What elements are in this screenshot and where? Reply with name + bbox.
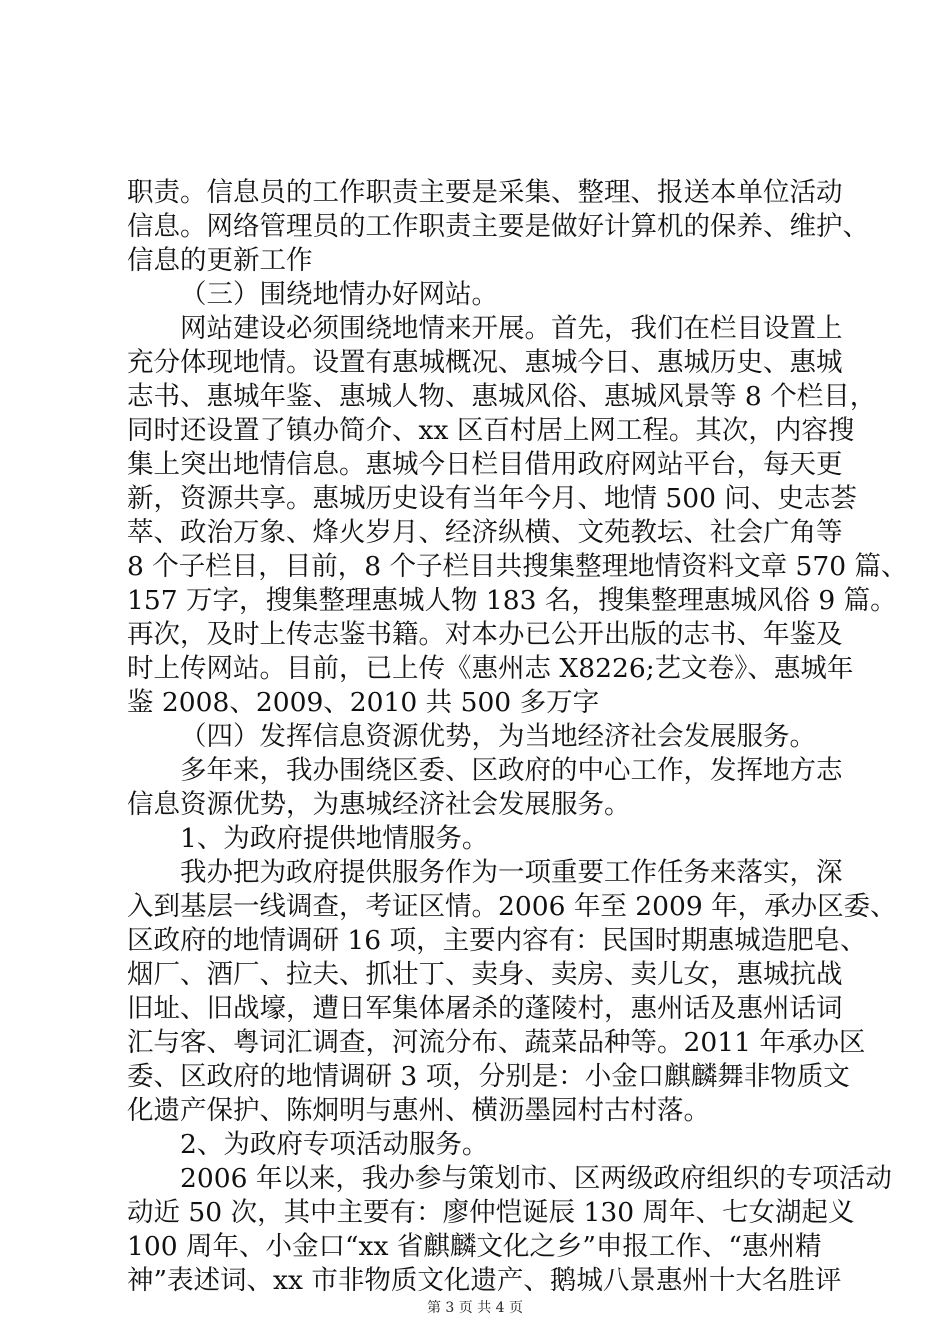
section-heading-4: （四）发挥信息资源优势，为当地经济社会发展服务。 bbox=[180, 721, 816, 752]
text-line: 鉴 2008、2009、2010 共 500 多万字 bbox=[127, 687, 600, 718]
text-line: 充分体现地情。设置有惠城概况、惠城今日、惠城历史、惠城 bbox=[127, 347, 843, 378]
text-line: 网站建设必须围绕地情来开展。首先，我们在栏目设置上 bbox=[180, 313, 843, 344]
text-line: 化遗产保护、陈炯明与惠州、横沥墨园村古村落。 bbox=[127, 1095, 710, 1126]
text-line: 时上传网站。目前，已上传《惠州志 X8226;艺文卷》、惠城年 bbox=[127, 653, 854, 684]
text-line: 职责。信息员的工作职责主要是采集、整理、报送本单位活动 bbox=[127, 177, 843, 208]
text-line: 汇与客、粤词汇调查，河流分布、蔬菜品种等。2011 年承办区 bbox=[127, 1027, 866, 1058]
text-line: 动近 50 次，其中主要有：廖仲恺诞辰 130 周年、七女湖起义 bbox=[127, 1197, 855, 1228]
text-line: 8 个子栏目，目前，8 个子栏目共搜集整理地情资料文章 570 篇、 bbox=[127, 551, 908, 582]
text-line: 信息的更新工作 bbox=[127, 245, 313, 276]
section-heading-3: （三）围绕地情办好网站。 bbox=[180, 279, 498, 310]
text-line: 157 万字，搜集整理惠城人物 183 名，搜集整理惠城风俗 9 篇。 bbox=[127, 585, 897, 616]
text-line: 信息资源优势，为惠城经济社会发展服务。 bbox=[127, 789, 631, 820]
text-line: 2006 年以来，我办参与策划市、区两级政府组织的专项活动 bbox=[180, 1163, 892, 1194]
text-line: 我办把为政府提供服务作为一项重要工作任务来落实，深 bbox=[180, 857, 843, 888]
text-line: 再次，及时上传志鉴书籍。对本办已公开出版的志书、年鉴及 bbox=[127, 619, 843, 650]
text-line: 集上突出地情信息。惠城今日栏目借用政府网站平台，每天更 bbox=[127, 449, 843, 480]
text-line: 信息。网络管理员的工作职责主要是做好计算机的保养、维护、 bbox=[127, 211, 869, 242]
text-line: 100 周年、小金口“xx 省麒麟文化之乡”申报工作、“惠州精 bbox=[127, 1231, 822, 1262]
text-line: 志书、惠城年鉴、惠城人物、惠城风俗、惠城风景等 8 个栏目， bbox=[127, 381, 877, 412]
subsection-heading-2: 2、为政府专项活动服务。 bbox=[180, 1129, 489, 1160]
text-line: 委、区政府的地情调研 3 项，分别是：小金口麒麟舞非物质文 bbox=[127, 1061, 850, 1092]
page-number-footer: 第 3 页 共 4 页 bbox=[426, 1300, 524, 1316]
text-line: 入到基层一线调查，考证区情。2006 年至 2009 年，承办区委、 bbox=[127, 891, 897, 922]
text-line: 烟厂、酒厂、拉夫、抓壮丁、卖身、卖房、卖儿女，惠城抗战 bbox=[127, 959, 843, 990]
text-line: 神”表述词、xx 市非物质文化遗产、鹅城八景惠州十大名胜评 bbox=[127, 1265, 842, 1296]
text-line: 同时还设置了镇办简介、xx 区百村居上网工程。其次，内容搜 bbox=[127, 415, 855, 446]
text-line: 旧址、旧战壕，遭日军集体屠杀的蓬陵村，惠州话及惠州话词 bbox=[127, 993, 843, 1024]
text-line: 新，资源共享。惠城历史设有当年今月、地情 500 问、史志荟 bbox=[127, 483, 857, 514]
text-line: 区政府的地情调研 16 项，主要内容有：民国时期惠城造肥皂、 bbox=[127, 925, 867, 956]
text-line: 萃、政治万象、烽火岁月、经济纵横、文苑教坛、社会广角等 bbox=[127, 517, 843, 548]
subsection-heading-1: 1、为政府提供地情服务。 bbox=[180, 823, 489, 854]
text-line: 多年来，我办围绕区委、区政府的中心工作，发挥地方志 bbox=[180, 755, 843, 786]
